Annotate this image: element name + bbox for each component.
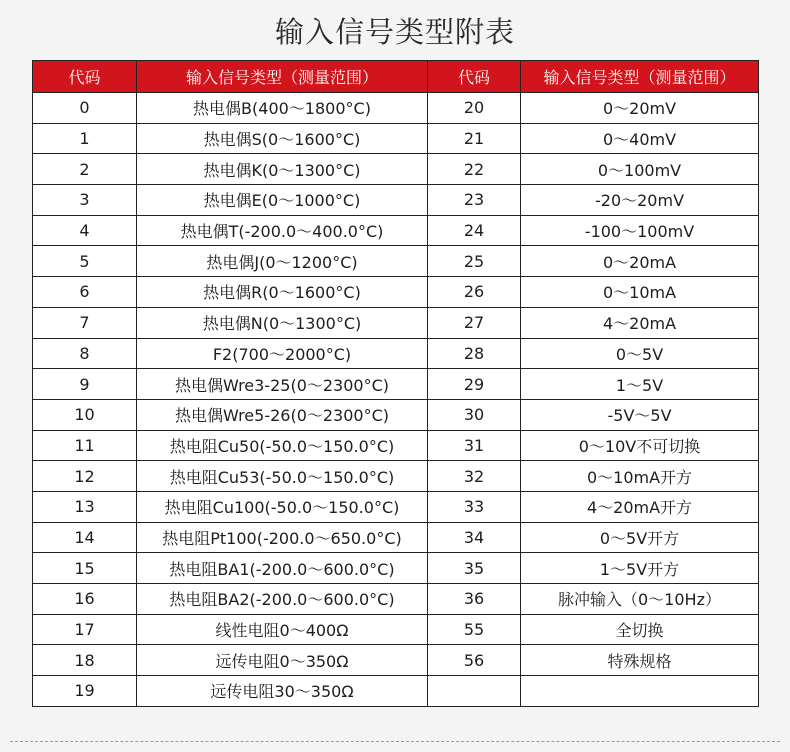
table-row: [33, 154, 759, 185]
page-title: 输入信号类型附表: [274, 15, 515, 49]
code-cell: 14: [33, 522, 137, 553]
header-code-2: 代码: [428, 61, 521, 93]
signal-type-cell: 热电偶N(0～1300°C): [137, 307, 428, 338]
code-cell: 10: [33, 399, 137, 430]
signal-type-cell: 0～20mA: [521, 246, 759, 277]
table-row: [33, 185, 759, 216]
table-row: [33, 399, 759, 430]
code-cell: 55: [428, 614, 521, 645]
signal-type-cell: 热电阻Cu100(-50.0～150.0°C): [137, 491, 428, 522]
table-row: [33, 430, 759, 461]
code-cell: 4: [33, 215, 137, 246]
code-cell: 7: [33, 307, 137, 338]
signal-type-cell: 0～40mV: [521, 123, 759, 154]
code-cell: 20: [428, 93, 521, 124]
signal-type-cell: 特殊规格: [521, 645, 759, 676]
code-cell: 19: [33, 676, 137, 707]
signal-type-cell: 0～10mA开方: [521, 461, 759, 492]
code-cell: 18: [33, 645, 137, 676]
code-cell: 13: [33, 491, 137, 522]
code-cell: 6: [33, 277, 137, 308]
signal-type-cell: -100～100mV: [521, 215, 759, 246]
signal-type-cell: 4～20mA开方: [521, 491, 759, 522]
table-row: [33, 491, 759, 522]
signal-type-cell: 脉冲输入（0～10Hz）: [521, 584, 759, 615]
table-row: [33, 584, 759, 615]
code-cell: 11: [33, 430, 137, 461]
signal-type-cell: 热电偶K(0～1300°C): [137, 154, 428, 185]
code-cell: 26: [428, 277, 521, 308]
code-cell: 16: [33, 584, 137, 615]
code-cell: 8: [33, 338, 137, 369]
code-cell: 30: [428, 399, 521, 430]
code-cell: 5: [33, 246, 137, 277]
signal-type-cell: 全切换: [521, 614, 759, 645]
signal-type-cell: 0～10V不可切换: [521, 430, 759, 461]
signal-type-cell: 线性电阻0～400Ω: [137, 614, 428, 645]
signal-type-cell: 热电偶J(0～1200°C): [137, 246, 428, 277]
code-cell: 1: [33, 123, 137, 154]
signal-type-cell: 0～100mV: [521, 154, 759, 185]
signal-type-table: [32, 60, 759, 707]
signal-type-cell: 热电阻BA1(-200.0～600.0°C): [137, 553, 428, 584]
signal-type-cell: 0～5V: [521, 338, 759, 369]
code-cell: 32: [428, 461, 521, 492]
header-code-1: 代码: [33, 61, 137, 93]
table-row: [33, 307, 759, 338]
table-row: [33, 338, 759, 369]
signal-type-cell: 热电阻Cu53(-50.0～150.0°C): [137, 461, 428, 492]
code-cell: 24: [428, 215, 521, 246]
signal-type-cell: -5V～5V: [521, 399, 759, 430]
code-cell: 21: [428, 123, 521, 154]
code-cell: 17: [33, 614, 137, 645]
table-header-row: [33, 61, 759, 93]
code-cell: 28: [428, 338, 521, 369]
table-row: [33, 123, 759, 154]
signal-type-cell: F2(700～2000°C): [137, 338, 428, 369]
code-cell: 15: [33, 553, 137, 584]
code-cell: 25: [428, 246, 521, 277]
code-cell: 9: [33, 369, 137, 400]
signal-type-cell: 远传电阻0～350Ω: [137, 645, 428, 676]
code-cell: 35: [428, 553, 521, 584]
code-cell: 56: [428, 645, 521, 676]
code-cell: [428, 676, 521, 707]
signal-type-cell: 热电偶Wre3-25(0～2300°C): [137, 369, 428, 400]
signal-type-cell: 远传电阻30～350Ω: [137, 676, 428, 707]
signal-type-cell: [521, 676, 759, 707]
signal-type-cell: 0～20mV: [521, 93, 759, 124]
dashed-divider: [10, 741, 780, 742]
signal-type-cell: 1～5V: [521, 369, 759, 400]
code-cell: 34: [428, 522, 521, 553]
code-cell: 2: [33, 154, 137, 185]
code-cell: 36: [428, 584, 521, 615]
signal-type-cell: 4～20mA: [521, 307, 759, 338]
code-cell: 33: [428, 491, 521, 522]
signal-type-cell: 热电偶Wre5-26(0～2300°C): [137, 399, 428, 430]
code-cell: 31: [428, 430, 521, 461]
code-cell: 3: [33, 185, 137, 216]
table-row: [33, 676, 759, 707]
signal-type-cell: 热电阻Pt100(-200.0～650.0°C): [137, 522, 428, 553]
signal-type-cell: 热电阻Cu50(-50.0～150.0°C): [137, 430, 428, 461]
signal-type-cell: 0～5V开方: [521, 522, 759, 553]
header-type-2: 输入信号类型（测量范围）: [521, 61, 759, 93]
table-row: [33, 522, 759, 553]
table-row: [33, 93, 759, 124]
table-row: [33, 461, 759, 492]
signal-type-cell: 热电偶T(-200.0～400.0°C): [137, 215, 428, 246]
code-cell: 22: [428, 154, 521, 185]
signal-type-cell: 热电偶S(0～1600°C): [137, 123, 428, 154]
table-row: [33, 246, 759, 277]
code-cell: 0: [33, 93, 137, 124]
signal-type-cell: 1～5V开方: [521, 553, 759, 584]
signal-type-cell: 热电阻BA2(-200.0～600.0°C): [137, 584, 428, 615]
table-row: [33, 215, 759, 246]
code-cell: 12: [33, 461, 137, 492]
signal-type-cell: 热电偶R(0～1600°C): [137, 277, 428, 308]
table-row: [33, 614, 759, 645]
table-row: [33, 277, 759, 308]
header-type-1: 输入信号类型（测量范围）: [137, 61, 428, 93]
signal-type-cell: -20～20mV: [521, 185, 759, 216]
signal-type-cell: 热电偶B(400～1800°C): [137, 93, 428, 124]
table-row: [33, 553, 759, 584]
signal-type-cell: 0～10mA: [521, 277, 759, 308]
table-row: [33, 369, 759, 400]
code-cell: 29: [428, 369, 521, 400]
signal-type-cell: 热电偶E(0～1000°C): [137, 185, 428, 216]
table-row: [33, 645, 759, 676]
code-cell: 23: [428, 185, 521, 216]
code-cell: 27: [428, 307, 521, 338]
